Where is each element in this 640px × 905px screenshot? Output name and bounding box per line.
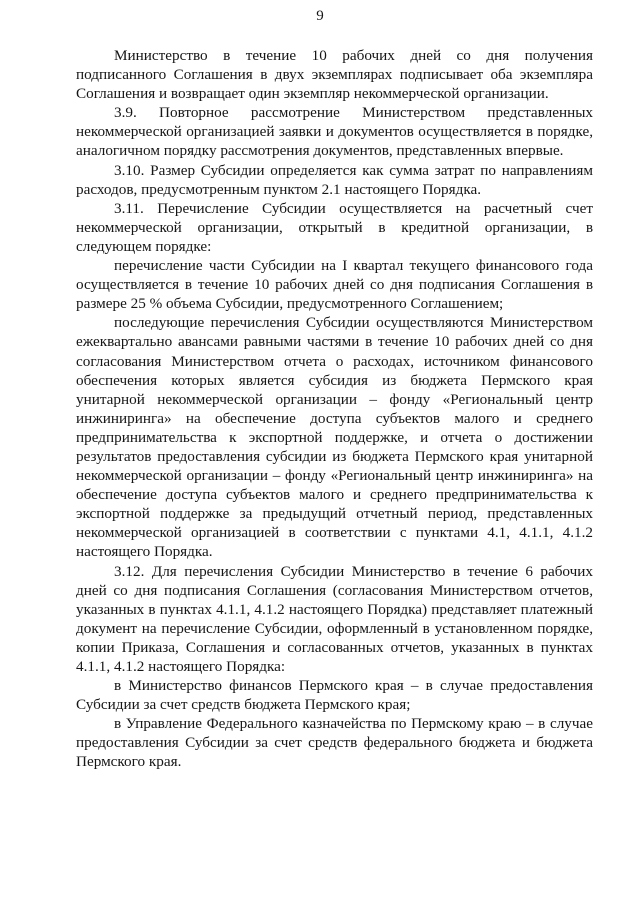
paragraph-ministry-of-finance: в Министерство финансов Пермского края – в случае предоставления Субсидии за счет средств бюджета Пермского края;	[76, 677, 593, 714]
paragraph-3-10: 3.10. Размер Субсидии определяется как сумма затрат по направлениям расходов, предусмотренным пунктом 2.1 настоящего Порядка.	[76, 161, 593, 198]
document-body	[76, 46, 593, 772]
paragraph-agreement-signing: Министерство в течение 10 рабочих дней со дня получения подписанного Соглашения в двух экземплярах подписывает оба экземпляра Соглашения и возвращает один экземпляр некоммерческой организации.	[76, 47, 593, 103]
paragraph-3-12: 3.12. Для перечисления Субсидии Министерство в течение 6 рабочих дней со дня подписания Соглашения (согласования Министерством отчетов, указанных в пунктах 4.1.1, 4.1.2 настоящего Порядка) представляет платежный документ на перечисление Субсидии, оформленный в установленном порядке, копии Приказа, Соглашения и согласованных отчетов, указанных в пунктах 4.1.1, 4.1.2 настоящего Порядка:	[76, 562, 593, 675]
paragraph-subsequent-transfers: последующие перечисления Субсидии осуществляются Министерством ежеквартально авансами равными частями в течение 10 рабочих дней со дня согласования Министерством отчета о расходах, источником финансового обеспечения которых является субсидия из бюджета Пермского края унитарной некоммерческой организации – фонду «Региональный центр инжиниринга» на обеспечение доступа субъектов малого и среднего предпринимательства к экспортной поддержке, и отчета о достижении результатов предоставления субсидии из бюджета Пермского края унитарной некоммерческой организации – фонду «Региональный центр инжиниринга» на обеспечение доступа субъектов малого и среднего предпринимательства к экспортной поддержке за предыдущий отчетный период, представленных некоммерческой организацией в соответствии с пунктами 4.1, 4.1.1, 4.1.2 настоящего Порядка.	[76, 314, 593, 561]
paragraph-first-quarter-transfer: перечисление части Субсидии на I квартал текущего финансового года осуществляется в течение 10 рабочих дней со дня подписания Соглашения в размере 25 % объема Субсидии, предусмотренного Соглашением;	[76, 257, 593, 313]
paragraph-federal-treasury: в Управление Федерального казначейства по Пермскому краю – в случае предоставления Субсидии за счет средств федерального бюджета и бюджета Пермского края.	[76, 715, 593, 771]
page-number: 9	[316, 8, 324, 24]
paragraph-3-9: 3.9. Повторное рассмотрение Министерством представленных некоммерческой организацией заявки и документов осуществляется в порядке, аналогичном порядку рассмотрения документов, представленных впервые.	[76, 104, 593, 160]
paragraph-3-11: 3.11. Перечисление Субсидии осуществляется на расчетный счет некоммерческой организации, открытый в кредитной организации, в следующем порядке:	[76, 199, 593, 255]
